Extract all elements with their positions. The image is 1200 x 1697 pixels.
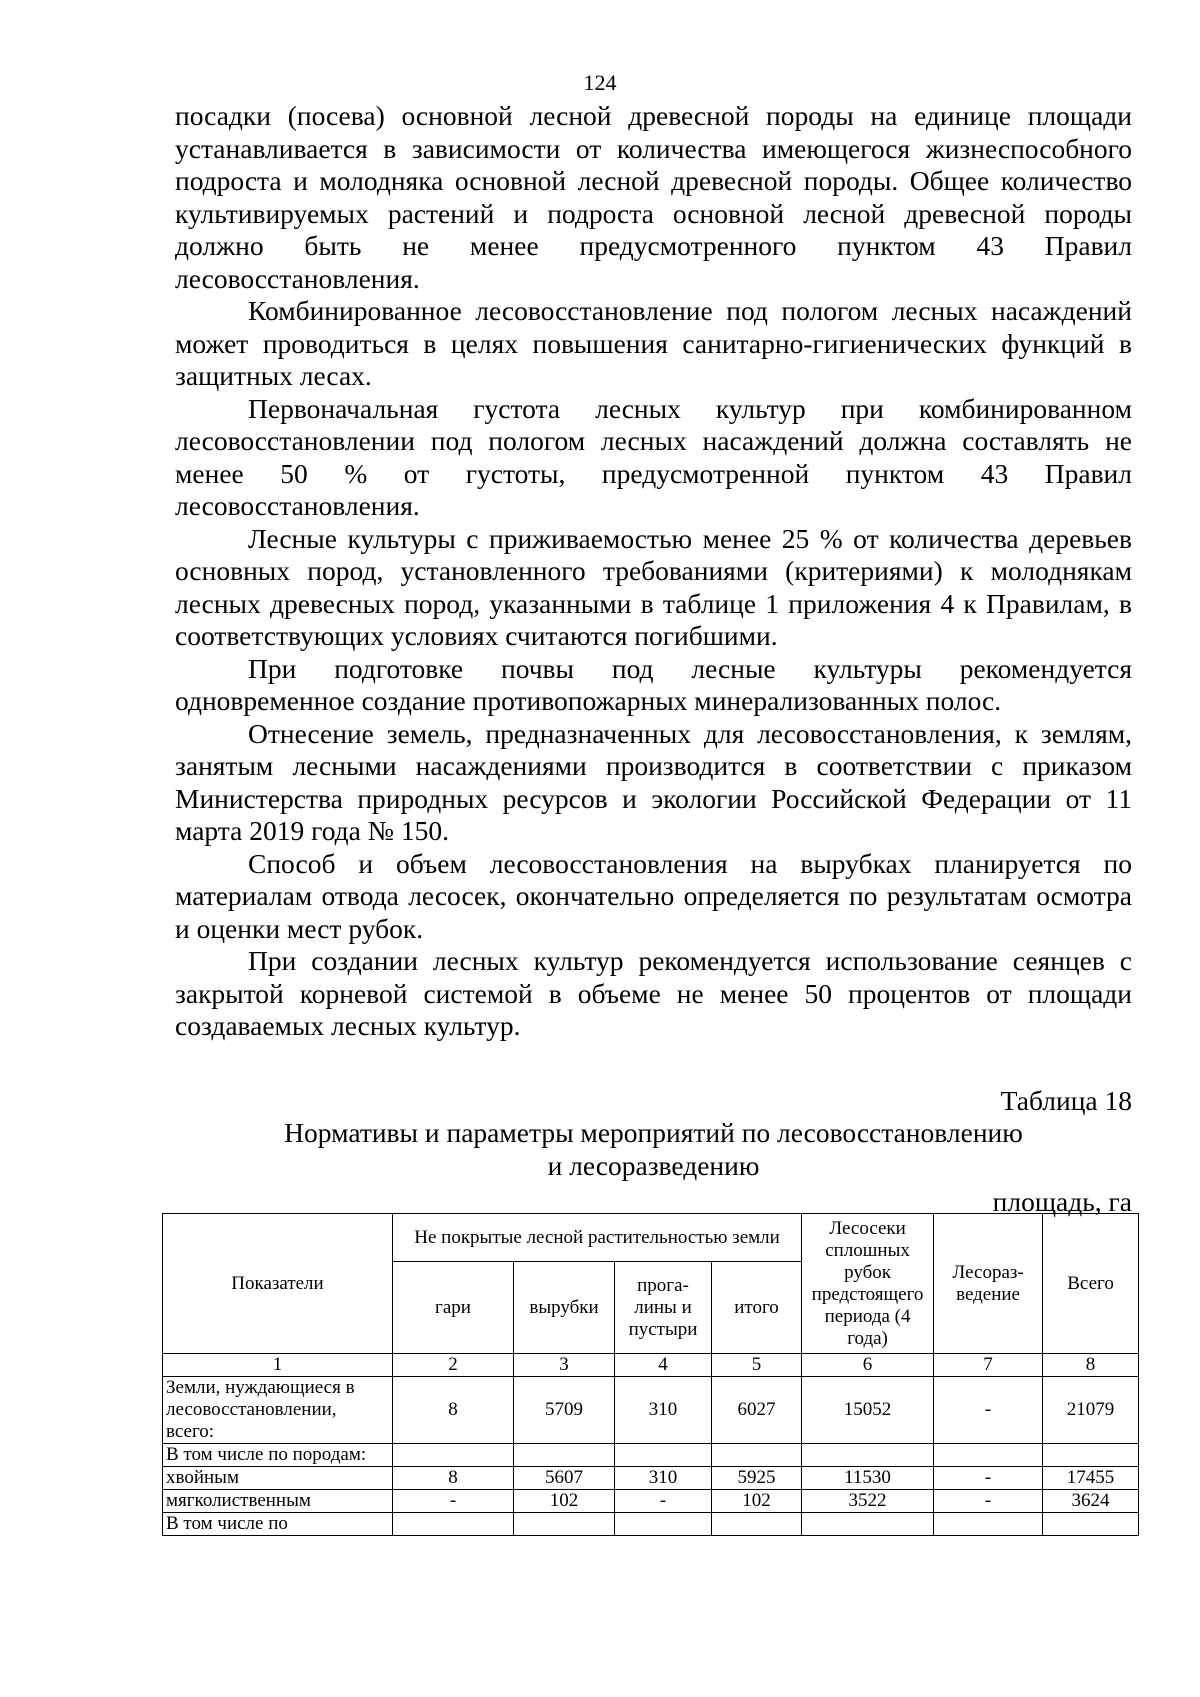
header-indicators: Показатели (163, 1214, 393, 1354)
header-glades: прога-лины и пустыри (615, 1262, 712, 1354)
table-cell: - (934, 1377, 1043, 1444)
table-title-line: Нормативы и параметры мероприятий по лесовосстановлению (284, 1117, 1023, 1148)
table-row (163, 1444, 1139, 1467)
table-label: Таблица 18 (1000, 1085, 1132, 1116)
column-number: 3 (514, 1354, 615, 1377)
table-cell: 102 (712, 1490, 802, 1513)
table-cell: 310 (615, 1377, 712, 1444)
table-title-line: и лесоразведению (547, 1149, 760, 1181)
table-cell (393, 1444, 514, 1467)
column-number: 2 (393, 1354, 514, 1377)
paragraph: Лесные культуры с приживаемостью менее 25 % от количества деревьев основных пород, установленного требованиями (критериями) к молоднякам лесных древесных пород, указанными в таблице 1 приложения 4 к Правилам, в соответствующих условиях считаются погибшими. (175, 522, 1132, 651)
row-label: мягколиственным (163, 1490, 393, 1513)
header-burns: гари (393, 1262, 514, 1354)
table-row (163, 1513, 1139, 1536)
norms-table (162, 1213, 1139, 1536)
column-number: 8 (1043, 1354, 1139, 1377)
table-cell: 3624 (1043, 1490, 1139, 1513)
header-clearings: вырубки (514, 1262, 615, 1354)
table-cell (934, 1444, 1043, 1467)
table-cell: 6027 (712, 1377, 802, 1444)
table-cell (514, 1444, 615, 1467)
table-cell: 3522 (802, 1490, 934, 1513)
table-cell (615, 1444, 712, 1467)
table-cell (514, 1513, 615, 1536)
body-text (175, 100, 1132, 1043)
header-not-covered: Не покрытые лесной растительностью земли (393, 1214, 802, 1262)
header-total: Всего (1043, 1214, 1139, 1354)
table-cell: - (393, 1490, 514, 1513)
table-cell (1043, 1444, 1139, 1467)
table-cell: 102 (514, 1490, 615, 1513)
table-cell (1043, 1513, 1139, 1536)
paragraph: посадки (посева) основной лесной древесной породы на единице площади устанавливается в зависимости от количества имеющегося жизнеспособного подроста и молодняка основной лесной древесной породы. Общее количество культивируемых растений и подроста основной лесной древесной породы должно быть не менее предусмотренного пунктом 43 Правил лесовосстановления. (175, 100, 1132, 294)
table-row (163, 1467, 1139, 1490)
column-number: 1 (163, 1354, 393, 1377)
table-cell: 8 (393, 1377, 514, 1444)
column-number: 4 (615, 1354, 712, 1377)
table-cell: 17455 (1043, 1467, 1139, 1490)
table-cell (712, 1513, 802, 1536)
table-cell: 8 (393, 1467, 514, 1490)
row-label: Земли, нуждающиеся в лесовосстановлении, всего: (163, 1377, 393, 1444)
table-cell (615, 1513, 712, 1536)
table-cell: - (615, 1490, 712, 1513)
table-cell: 5607 (514, 1467, 615, 1490)
table-cell: 5925 (712, 1467, 802, 1490)
paragraph: Комбинированное лесовосстановление под пологом лесных насаждений может проводиться в целях повышения санитарно-гигиенических функций в защитных лесах. (175, 295, 1132, 391)
paragraph: Первоначальная густота лесных культур при комбинированном лесовосстановлении под пологом лесных насаждений должна составлять не менее 50 % от густоты, предусмотренной пунктом 43 Правил лесовосстановления. (175, 392, 1132, 521)
row-label: хвойным (163, 1467, 393, 1490)
table-cell (802, 1444, 934, 1467)
table-row (163, 1377, 1139, 1444)
paragraph: Отнесение земель, предназначенных для лесовосстановления, к землям, занятым лесными насаждениями производится в соответствии с приказом Министерства природных ресурсов и экологии Российской Федерации от 11 марта 2019 года № 150. (175, 717, 1132, 846)
table-units: площадь, га (992, 1186, 1132, 1217)
paragraph: При создании лесных культур рекомендуется использование сеянцев с закрытой корневой системой в объеме не менее 50 процентов от площади создаваемых лесных культур. (175, 945, 1132, 1041)
table-cell (712, 1444, 802, 1467)
header-cutting-areas: Лесосеки сплошных рубок предстоящего периода (4 года) (802, 1214, 934, 1354)
table-row (163, 1490, 1139, 1513)
table-cell: 11530 (802, 1467, 934, 1490)
table-cell (934, 1513, 1043, 1536)
header-subtotal: итого (712, 1262, 802, 1354)
table-cell (393, 1513, 514, 1536)
table-cell: - (934, 1467, 1043, 1490)
column-number: 7 (934, 1354, 1043, 1377)
row-label: В том числе по (163, 1513, 393, 1536)
page-number: 124 (583, 70, 617, 95)
table-cell: 15052 (802, 1377, 934, 1444)
table-cell: 21079 (1043, 1377, 1139, 1444)
column-number: 6 (802, 1354, 934, 1377)
row-label: В том числе по породам: (163, 1444, 393, 1467)
column-number: 5 (712, 1354, 802, 1377)
table-cell: 310 (615, 1467, 712, 1490)
paragraph: Способ и объем лесовосстановления на вырубках планируется по материалам отвода лесосек, окончательно определяется по результатам осмотра и оценки мест рубок. (175, 847, 1132, 944)
table-cell: - (934, 1490, 1043, 1513)
table-title (175, 1117, 1132, 1182)
table-cell (802, 1513, 934, 1536)
paragraph: При подготовке почвы под лесные культуры рекомендуется одновременное создание противопожарных минерализованных полос. (175, 652, 1132, 716)
column-number-row (163, 1354, 1139, 1377)
table-cell: 5709 (514, 1377, 615, 1444)
header-afforestation: Лесораз-ведение (934, 1214, 1043, 1354)
